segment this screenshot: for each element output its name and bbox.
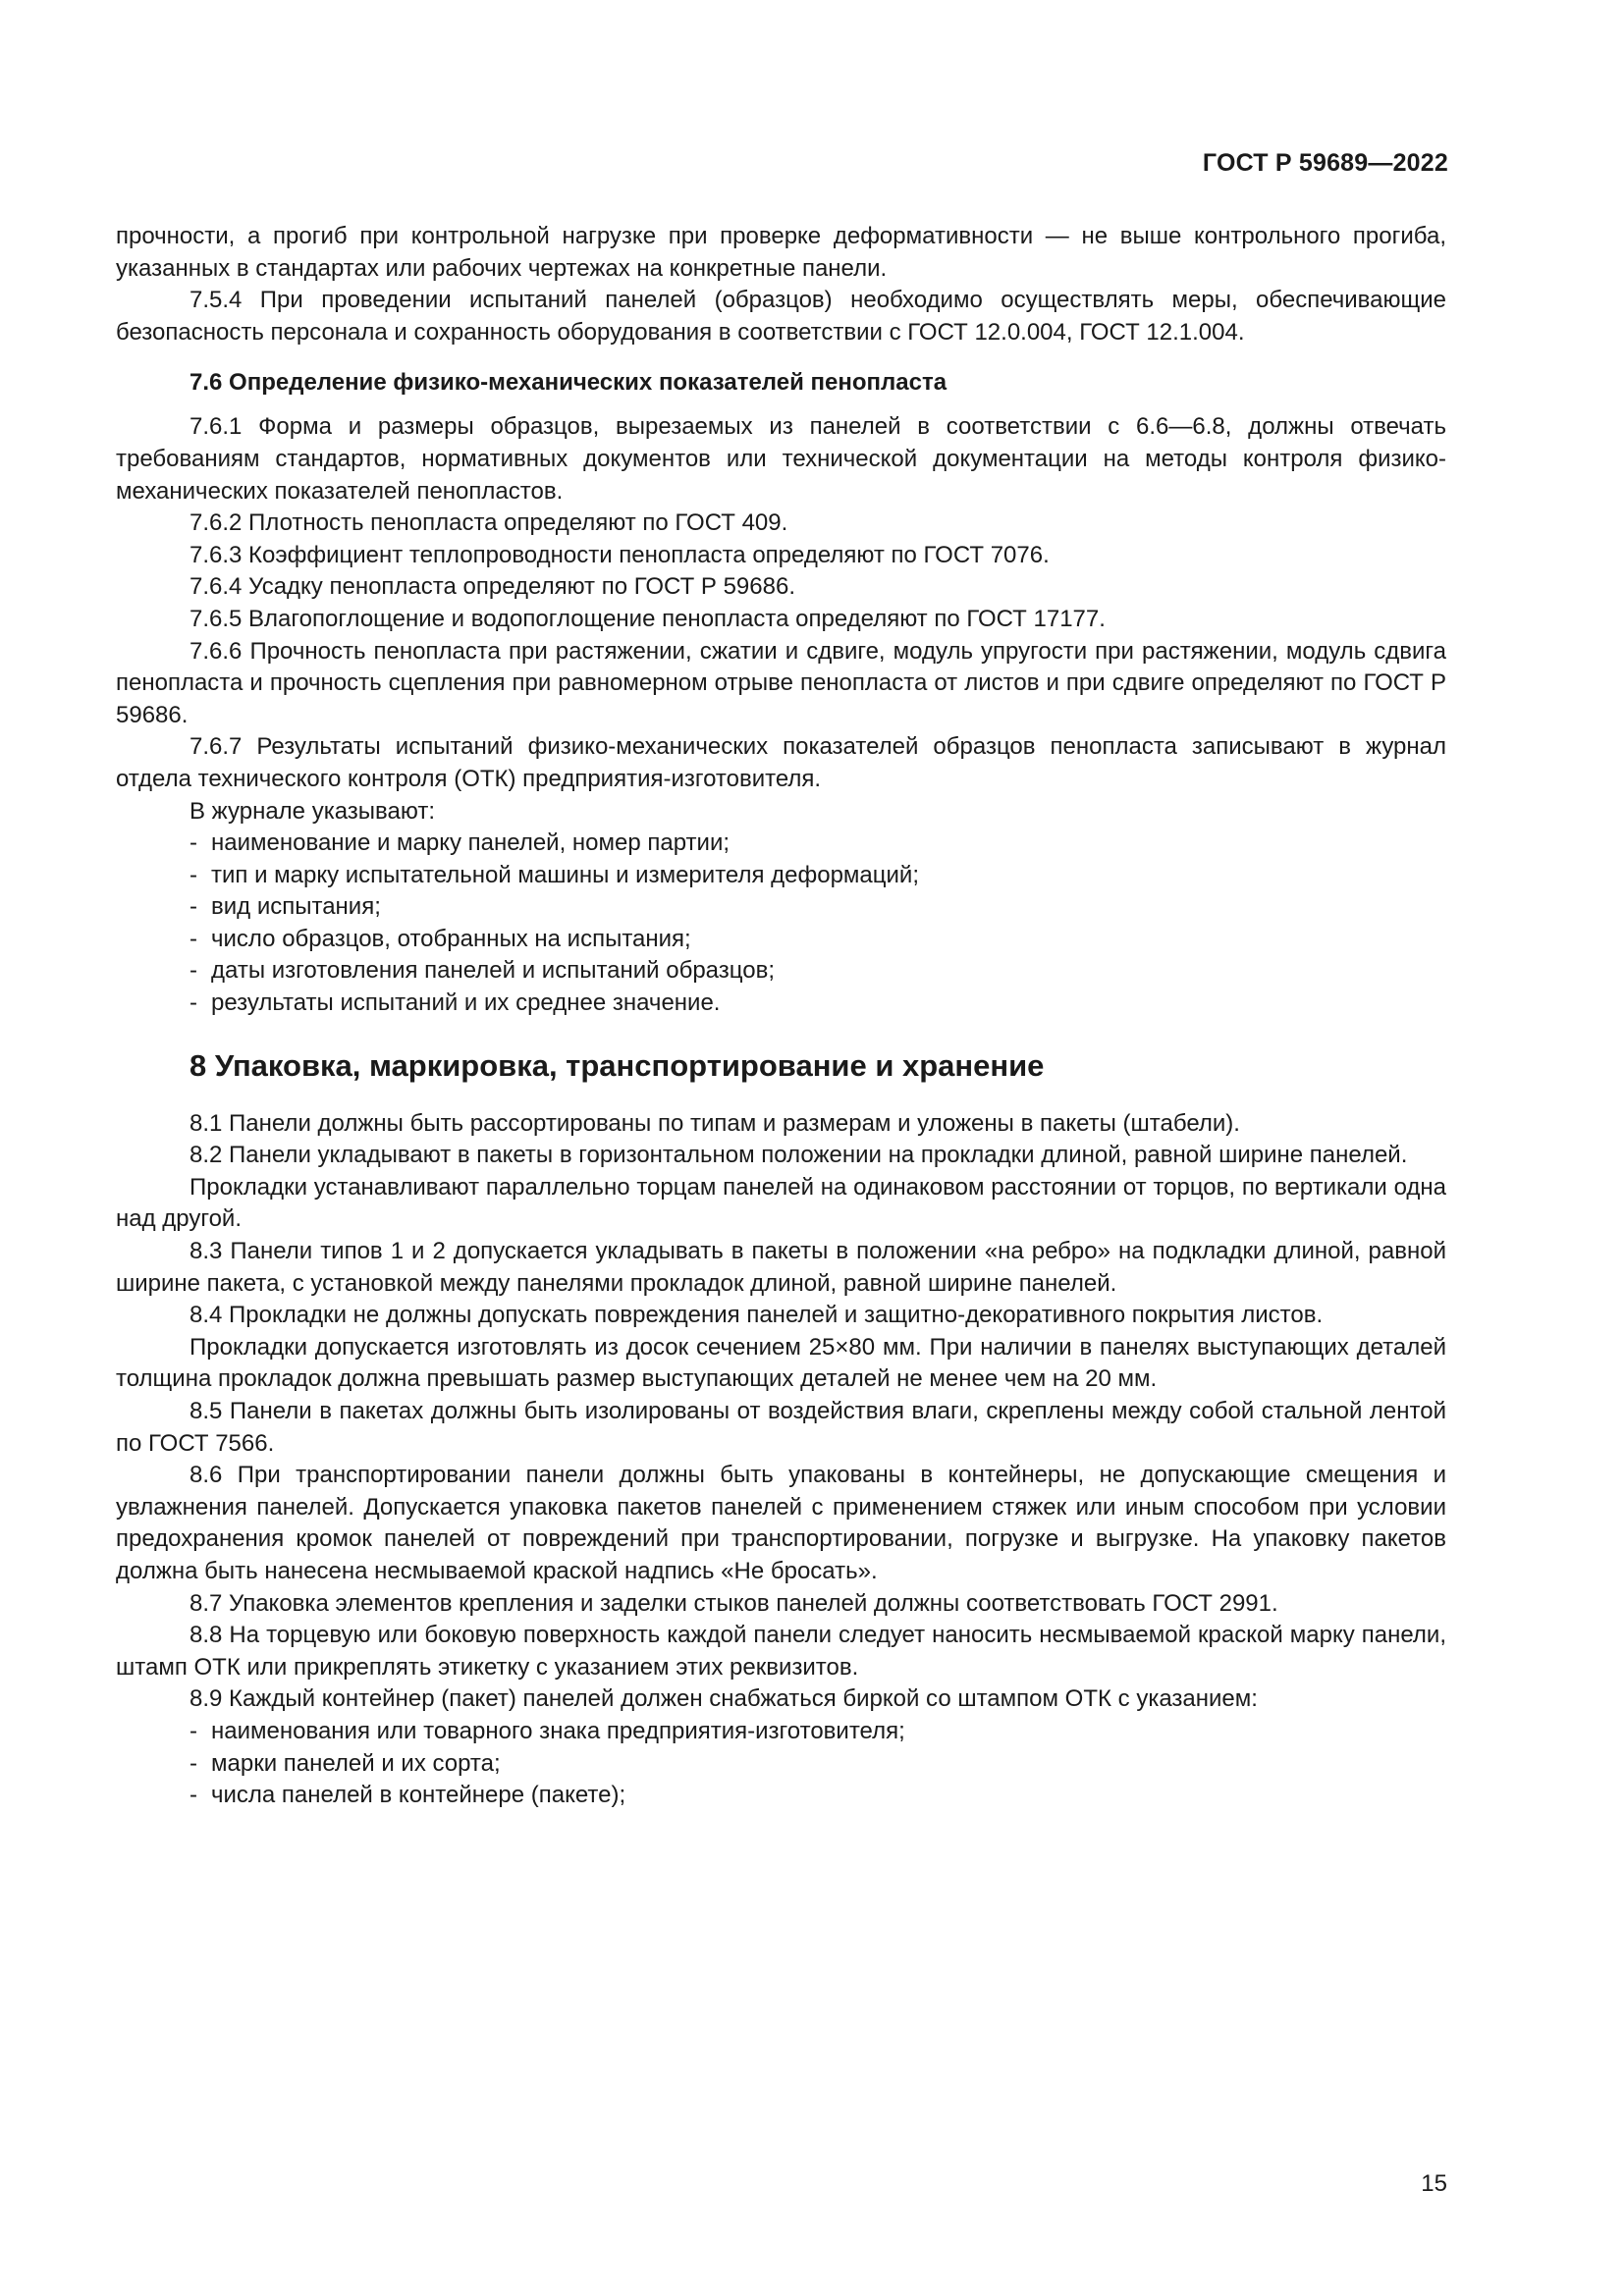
paragraph-8-5: 8.5 Панели в пакетах должны быть изолированы от воздействия влаги, скреплены между собой стальной лентой по ГОСТ 7566.: [116, 1398, 1446, 1457]
paragraph-7-6-4: 7.6.4 Усадку пенопласта определяют по ГОСТ Р 59686.: [189, 573, 795, 601]
page-number: 15: [1421, 2170, 1447, 2197]
paragraph-8-2-b: Прокладки устанавливают параллельно торцам панелей на одинаковом расстоянии от торцов, по вертикали одна над другой.: [116, 1173, 1446, 1233]
list-item: - наименования или товарного знака предприятия-изготовителя;: [189, 1717, 905, 1744]
list-item: - вид испытания;: [189, 893, 381, 921]
paragraph-8-4: 8.4 Прокладки не должны допускать повреждения панелей и защитно-декоративного покрытия листов.: [189, 1302, 1324, 1329]
paragraph-7-6-2: 7.6.2 Плотность пенопласта определяют по ГОСТ 409.: [189, 509, 788, 537]
document-code: ГОСТ Р 59689—2022: [1202, 149, 1448, 177]
paragraph-7-5-4: 7.5.4 При проведении испытаний панелей (образцов) необходимо осуществлять меры, обеспечивающие безопасность персонала и сохранность оборудования в соответствии с ГОСТ 12.0.004, ГОСТ 12.1.004.: [116, 287, 1446, 346]
list-item: - тип и марку испытательной машины и измерителя деформаций;: [189, 861, 919, 888]
subsection-heading-7-6: 7.6 Определение физико-механических показателей пенопласта: [189, 369, 947, 397]
paragraph-continuation: прочности, а прогиб при контрольной нагрузке при проверке деформативности — не выше контрольного прогиба, указанных в стандартах или рабочих чертежах на конкретные панели.: [116, 223, 1446, 282]
paragraph-8-6: 8.6 При транспортировании панели должны быть упакованы в контейнеры, не допускающие смещения и увлажнения панелей. Допускается упаковка пакетов панелей с применением стяжек или иным способом при условии предохранения кромок панелей от повреждений при транспортировании, погрузке и выгрузке. На упаковку пакетов должна быть нанесена несмываемой краской надпись «Не бросать».: [116, 1462, 1446, 1584]
paragraph-8-7: 8.7 Упаковка элементов крепления и заделки стыков панелей должны соответствовать ГОСТ 2991.: [189, 1589, 1278, 1617]
paragraph-8-4-b: Прокладки допускается изготовлять из досок сечением 25×80 мм. При наличии в панелях выступающих деталей толщина прокладок должна превышать размер выступающих деталей не менее чем на 20 мм.: [116, 1333, 1446, 1393]
paragraph-8-2: 8.2 Панели укладывают в пакеты в горизонтальном положении на прокладки длиной, равной ширине панелей.: [189, 1142, 1408, 1169]
section-heading-8: 8 Упаковка, маркировка, транспортирование и хранение: [189, 1047, 1045, 1083]
paragraph-8-9: 8.9 Каждый контейнер (пакет) панелей должен снабжаться биркой со штампом ОТК с указанием:: [189, 1685, 1258, 1713]
list-item: - числа панелей в контейнере (пакете);: [189, 1782, 626, 1809]
paragraph-7-6-6: 7.6.6 Прочность пенопласта при растяжении, сжатии и сдвиге, модуль упругости при растяжении, модуль сдвига пенопласта и прочность сцепления при равномерном отрыве пенопласта от листов и при сдвиге определяют по ГОСТ Р 59686.: [116, 637, 1446, 728]
paragraph-7-6-3: 7.6.3 Коэффициент теплопроводности пенопласта определяют по ГОСТ 7076.: [189, 541, 1050, 568]
journal-list-intro: В журнале указывают:: [189, 797, 436, 825]
paragraph-7-6-1: 7.6.1 Форма и размеры образцов, вырезаемых из панелей в соответствии с 6.6—6.8, должны отвечать требованиям стандартов, нормативных документов или технической документации на методы контроля физико-механических показателей пенопластов.: [116, 413, 1446, 505]
tag-items-list: [116, 1716, 1446, 1812]
list-item: - результаты испытаний и их среднее значение.: [189, 989, 721, 1017]
list-item: - даты изготовления панелей и испытаний образцов;: [189, 957, 776, 985]
list-item: - число образцов, отобранных на испытания;: [189, 925, 691, 952]
list-item: - марки панелей и их сорта;: [189, 1749, 501, 1777]
page-body: [116, 221, 1446, 1812]
paragraph-8-8: 8.8 На торцевую или боковую поверхность каждой панели следует наносить несмываемой краской марку панели, штамп ОТК или прикреплять этикетку с указанием этих реквизитов.: [116, 1622, 1446, 1681]
list-item: - наименование и марку панелей, номер партии;: [189, 829, 731, 857]
journal-items-list: [116, 828, 1446, 1020]
paragraph-7-6-7: 7.6.7 Результаты испытаний физико-механических показателей образцов пенопласта записывают в журнал отдела технического контроля (ОТК) предприятия-изготовителя.: [116, 733, 1446, 792]
paragraph-8-3: 8.3 Панели типов 1 и 2 допускается укладывать в пакеты в положении «на ребро» на подкладки длиной, равной ширине пакета, с установкой между панелями прокладок длиной, равной ширине панелей.: [116, 1238, 1446, 1297]
paragraph-7-6-5: 7.6.5 Влагопоглощение и водопоглощение пенопласта определяют по ГОСТ 17177.: [189, 605, 1106, 632]
paragraph-8-1: 8.1 Панели должны быть рассортированы по типам и размерам и уложены в пакеты (штабели).: [189, 1109, 1240, 1137]
